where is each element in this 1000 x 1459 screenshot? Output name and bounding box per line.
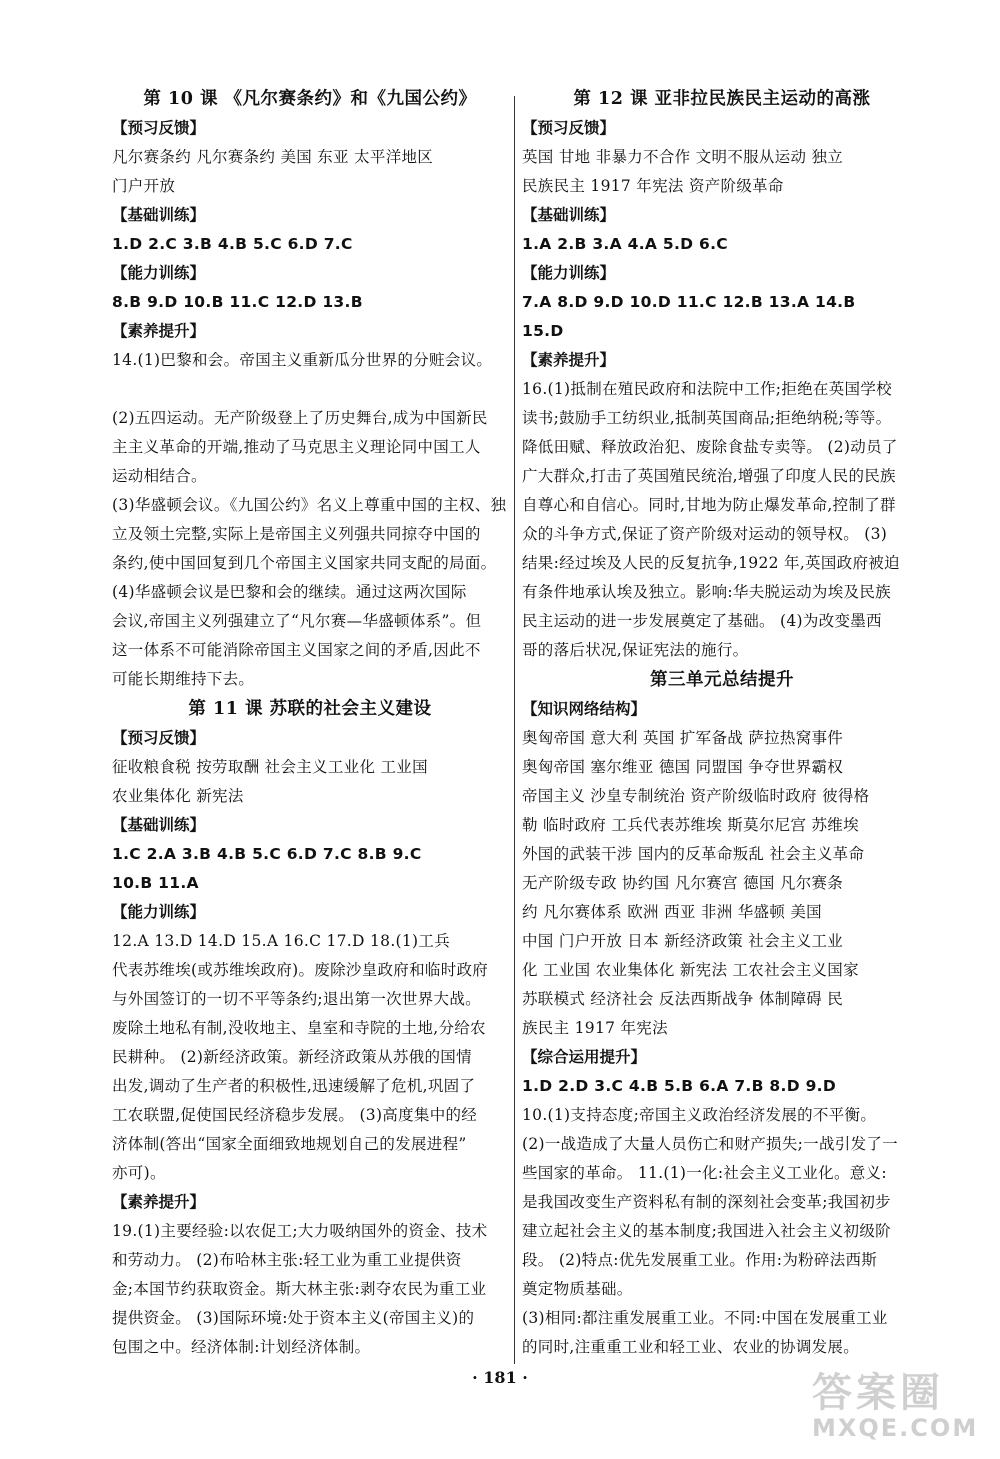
text-line: 哥的落后状况,保证宪法的施行。 <box>522 641 749 659</box>
text-line: 读书;鼓励手工纺织业,抵制英国商品;拒绝纳税;等等。 <box>522 409 892 427</box>
answer-line: 1.D 2.D 3.C 4.B 5.B 6.A 7.B 8.D 9.D <box>522 1077 837 1095</box>
section-heading: 【素养提升】 <box>112 322 206 340</box>
text-line: 与外国签订的一切不平等条约;退出第一次世界大战。 <box>112 990 481 1008</box>
text-line: 自尊心和自信心。同时,甘地为防止爆发革命,控制了群 <box>522 496 896 514</box>
text-line: 包围之中。经济体制:计划经济体制。 <box>112 1338 371 1356</box>
text-line: 民耕种。 (2)新经济政策。新经济政策从苏俄的国情 <box>112 1048 472 1066</box>
text-line: 济体制(答出“国家全面细致地规划自己的发展进程” <box>112 1135 467 1153</box>
text-line: 民族民主 1917 年宪法 资产阶级革命 <box>522 177 784 195</box>
text-line: (3)华盛顿会议。《九国公约》名义上尊重中国的主权、独 <box>112 496 507 514</box>
text-line: 运动相结合。 <box>112 467 207 485</box>
answer-line: 7.A 8.D 9.D 10.D 11.C 12.B 13.A 14.B <box>522 293 856 311</box>
section-heading: 【能力训练】 <box>522 264 616 282</box>
text-line: 奠定物质基础。 <box>522 1280 633 1298</box>
text-line: (4)华盛顿会议是巴黎和会的继续。通过这两次国际 <box>112 583 467 601</box>
text-line: 英国 甘地 非暴力不合作 文明不服从运动 独立 <box>522 148 844 166</box>
section-heading: 【预习反馈】 <box>522 119 616 137</box>
text-line: 农业集体化 新宪法 <box>112 787 244 805</box>
watermark-bottom: MXQE.COM <box>812 1414 979 1442</box>
section-heading: 【综合运用提升】 <box>522 1048 647 1066</box>
text-line: 些国家的革命。 11.(1)一化:社会主义工业化。意义: <box>522 1164 887 1182</box>
text-line: 外国的武装干涉 国内的反革命叛乱 社会主义革命 <box>522 845 865 863</box>
answer-line: 10.B 11.A <box>112 874 199 892</box>
section-heading: 【能力训练】 <box>112 903 206 921</box>
right-column <box>522 84 922 1362</box>
text-line: 和劳动力。 (2)布哈林主张:轻工业为重工业提供资 <box>112 1251 462 1269</box>
text-line: 中国 门户开放 日本 新经济政策 社会主义工业 <box>522 932 844 950</box>
section-heading: 【素养提升】 <box>112 1193 206 1211</box>
text-line: 提供资金。 (3)国际环境:处于资本主义(帝国主义)的 <box>112 1309 475 1327</box>
text-line: 征收粮食税 按劳取酬 社会主义工业化 工业国 <box>112 758 428 776</box>
text-line: 化 工业国 农业集体化 新宪法 工农社会主义国家 <box>522 961 859 979</box>
text-line: 这一体系不可能消除帝国主义国家之间的矛盾,因此不 <box>112 641 481 659</box>
section-heading: 【预习反馈】 <box>112 729 206 747</box>
text-line: 主主义革命的开端,推动了马克思主义理论同中国工人 <box>112 438 481 456</box>
text-line: 可能长期维持下去。 <box>112 670 255 688</box>
text-line: 族民主 1917 年宪法 <box>522 1019 668 1037</box>
text-line: 无产阶级专政 协约国 凡尔赛宫 德国 凡尔赛条 <box>522 874 844 892</box>
text-line: 会议,帝国主义列强建立了“凡尔赛—华盛顿体系”。但 <box>112 612 482 630</box>
blank-line <box>112 375 508 404</box>
text-line: (2)五四运动。无产阶级登上了历史舞台,成为中国新民 <box>112 409 488 427</box>
section-heading: 【基础训练】 <box>112 816 206 834</box>
text-line: 苏联模式 经济社会 反法西斯战争 体制障碍 民 <box>522 990 844 1008</box>
text-line: 勒 临时政府 工兵代表苏维埃 斯莫尔尼宫 苏维埃 <box>522 816 859 834</box>
text-line: 16.(1)抵制在殖民政府和法院中工作;拒绝在英国学校 <box>522 380 892 398</box>
section-heading: 【预习反馈】 <box>112 119 206 137</box>
watermark-logo <box>812 1361 982 1441</box>
watermark-top: 答案圈 <box>812 1370 944 1416</box>
text-line: 降低田赋、释放政治犯、废除食盐专卖等。 (2)动员了 <box>522 438 898 456</box>
section-heading: 【基础训练】 <box>522 206 616 224</box>
answer-line: 1.A 2.B 3.A 4.A 5.D 6.C <box>522 235 728 253</box>
text-line: 工农联盟,促使国民经济稳步发展。 (3)高度集中的经 <box>112 1106 478 1124</box>
text-line: 的同时,注重重工业和轻工业、农业的协调发展。 <box>522 1338 860 1356</box>
text-line: 奥匈帝国 塞尔维亚 德国 同盟国 争夺世界霸权 <box>522 758 844 776</box>
text-line: 民主运动的进一步发展奠定了基础。 (4)为改变墨西 <box>522 612 882 630</box>
text-line: 金;本国节约获取资金。斯大林主张:剥夺农民为重工业 <box>112 1280 487 1298</box>
text-line: 14.(1)巴黎和会。帝国主义重新瓜分世界的分赃会议。 <box>112 351 493 369</box>
text-line: 12.A 13.D 14.D 15.A 16.C 17.D 18.(1)工兵 <box>112 932 450 950</box>
left-column <box>112 84 508 1362</box>
text-line: 19.(1)主要经验:以农促工;大力吸纳国外的资金、技术 <box>112 1222 488 1240</box>
text-line: (3)相同:都注重发展重工业。不同:中国在发展重工业 <box>522 1309 888 1327</box>
text-line: 是我国改变生产资料私有制的深刻社会变革;我国初步 <box>522 1193 891 1211</box>
text-line: 凡尔赛条约 凡尔赛条约 美国 东亚 太平洋地区 <box>112 148 434 166</box>
text-line: 代表苏维埃(或苏维埃政府)。废除沙皇政府和临时政府 <box>112 961 489 979</box>
section-heading: 【素养提升】 <box>522 351 616 369</box>
text-line: 帝国主义 沙皇专制统治 资产阶级临时政府 彼得格 <box>522 787 870 805</box>
section-heading: 【知识网络结构】 <box>522 700 647 718</box>
text-line: 立及领土完整,实际上是帝国主义列强共同掠夺中国的 <box>112 525 481 543</box>
text-line: 废除土地私有制,没收地主、皇室和寺院的土地,分给农 <box>112 1019 486 1037</box>
text-line: 约 凡尔赛体系 欧洲 西亚 非洲 华盛顿 美国 <box>522 903 822 921</box>
text-line: 结果:经过埃及人民的反复抗争,1922 年,英国政府被迫 <box>522 554 900 572</box>
text-line: 奥匈帝国 意大利 英国 扩军备战 萨拉热窝事件 <box>522 729 844 747</box>
section-heading: 【能力训练】 <box>112 264 206 282</box>
text-line: 10.(1)支持态度;帝国主义政治经济发展的不平衡。 <box>522 1106 877 1124</box>
text-line: 出发,调动了生产者的积极性,迅速缓解了危机,巩固了 <box>112 1077 476 1095</box>
answer-line: 1.D 2.C 3.B 4.B 5.C 6.D 7.C <box>112 235 353 253</box>
text-line: 段。 (2)特点:优先发展重工业。作用:为粉碎法西斯 <box>522 1251 878 1269</box>
lesson-title: 第三单元总结提升 <box>650 670 794 690</box>
text-line: 有条件地承认埃及独立。影响:华夫脱运动为埃及民族 <box>522 583 891 601</box>
text-line: 条约,使中国回复到几个帝国主义国家共同支配的局面。 <box>112 554 497 572</box>
answer-line: 15.D <box>522 322 564 340</box>
text-line: (2)一战造成了大量人员伤亡和财产损失;一战引发了一 <box>522 1135 898 1153</box>
column-divider <box>514 96 515 1364</box>
answer-line: 1.C 2.A 3.B 4.B 5.C 6.D 7.C 8.B 9.C <box>112 845 422 863</box>
lesson-title: 第 12 课 亚非拉民族民主运动的高涨 <box>573 89 871 109</box>
text-line: 亦可)。 <box>112 1164 166 1182</box>
lesson-title: 第 11 课 苏联的社会主义建设 <box>188 699 432 719</box>
page-number: · 181 · <box>472 1368 528 1387</box>
text-line: 众的斗争方式,保证了资产阶级对运动的领导权。 (3) <box>522 525 888 543</box>
lesson-title: 第 10 课 《凡尔赛条约》和《九国公约》 <box>143 89 477 109</box>
answer-line: 8.B 9.D 10.B 11.C 12.D 13.B <box>112 293 363 311</box>
text-line: 门户开放 <box>112 177 176 195</box>
text-line: 广大群众,打击了英国殖民统治,增强了印度人民的民族 <box>522 467 896 485</box>
text-line: 建立起社会主义的基本制度;我国进入社会主义初级阶 <box>522 1222 891 1240</box>
section-heading: 【基础训练】 <box>112 206 206 224</box>
